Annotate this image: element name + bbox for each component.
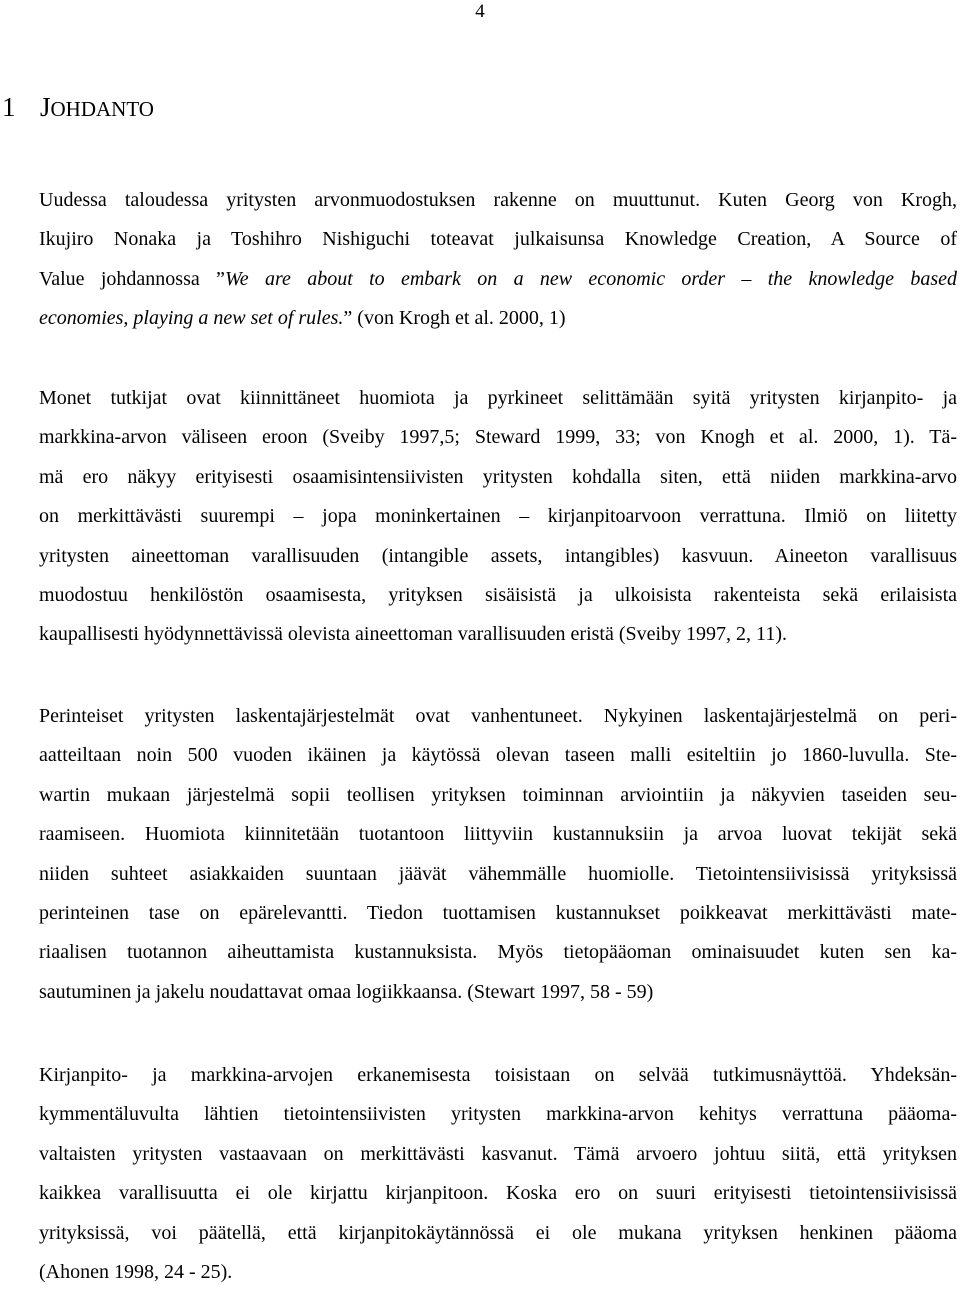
text-line xyxy=(39,1095,957,1134)
chapter-title-rest: OHDANTO xyxy=(50,97,154,121)
text-segment: niiden suhteet asiakkaiden suuntaan jäävät vähemmälle huomiolle. Tietointensiivisissä yrityksissä xyxy=(39,862,957,885)
text-segment: sautuminen ja jakelu noudattavat omaa logiikkaansa. (Stewart 1997, 58 - 59) xyxy=(39,980,654,1003)
text-segment: ” (von Krogh et al. 2000, 1) xyxy=(343,307,566,330)
text-segment: valtaisten yritysten vastaavaan on merkittävästi kasvanut. Tämä arvoero johtuu siitä, että yrityksen xyxy=(39,1142,957,1165)
text-line xyxy=(39,1253,957,1292)
text-line xyxy=(39,299,957,338)
text-line xyxy=(39,260,957,299)
italic-quote-text: We are about to embark on a new economic order – the knowledge based xyxy=(224,267,957,290)
text-segment: wartin mukaan järjestelmä sopii teollisen yrityksen toiminnan arviointiin ja näkyvien taseiden seu- xyxy=(39,783,957,806)
text-line xyxy=(39,855,957,894)
text-segment: Value johdannossa ” xyxy=(39,267,225,290)
text-line xyxy=(39,776,957,815)
text-segment: kaupallisesti hyödynnettävissä olevista aineettoman varallisuuden eristä (Sveiby 1997, 2, 11). xyxy=(39,623,787,646)
text-segment: Monet tutkijat ovat kiinnittäneet huomiota ja pyrkineet selittämään syitä yritysten kirjanpito- ja xyxy=(39,387,957,409)
text-segment: Kirjanpito- ja markkina-arvojen erkanemisesta toisistaan on selvää tutkimusnäyttöä. Yhdeksän- xyxy=(39,1064,957,1086)
text-line xyxy=(39,497,957,536)
chapter-title-initial: J xyxy=(40,92,51,122)
text-line xyxy=(39,1174,957,1213)
text-line xyxy=(39,379,957,418)
text-segment: yrityksissä, voi päätellä, että kirjanpitokäytännössä ei ole mukana yrityksen henkinen pääoma xyxy=(39,1221,957,1244)
text-segment: mä ero näkyy erityisesti osaamisintensiivisten yritysten kohdalla siten, että niiden markkina-arvo xyxy=(39,465,957,488)
text-line xyxy=(39,1056,957,1095)
text-segment: raamiseen. Huomiota kiinnitetään tuotantoon liittyviin kustannuksiin ja arvoa luovat tekijät sekä xyxy=(39,823,957,846)
text-segment: aatteiltaan noin 500 vuoden ikäinen ja käytössä olevan taseen malli esiteltiin jo 1860-luvulla. Ste- xyxy=(39,744,957,767)
page-number: 4 xyxy=(475,1,485,22)
text-segment: markkina-arvon väliseen eroon (Sveiby 1997,5; Steward 1999, 33; von Knogh et al. 2000, 1). Tä- xyxy=(39,426,957,449)
text-segment: muodostuu henkilöstön osaamisesta, yrityksen sisäisistä ja ulkoisista rakenteista sekä erilaisista xyxy=(39,583,957,606)
text-line xyxy=(39,815,957,854)
text-segment: perinteinen tase on epärelevantti. Tiedon tuottamisen kustannukset poikkeavat merkittävästi mate- xyxy=(39,901,957,924)
text-segment: Uudessa taloudessa yritysten arvonmuodostuksen rakenne on muuttunut. Kuten Georg von Krogh, xyxy=(39,189,957,211)
paragraph-intro xyxy=(39,181,957,339)
text-line xyxy=(39,576,957,615)
text-line xyxy=(39,220,957,259)
italic-quote-text: economies, playing a new set of rules. xyxy=(39,307,344,330)
paragraph-value-gap xyxy=(39,1056,957,1292)
text-segment: riaalisen tuotannon aiheuttamista kustannuksista. Myös tietopääoman ominaisuudet kuten sen ka- xyxy=(39,941,957,964)
text-segment: Perinteiset yritysten laskentajärjestelmät ovat vanhentuneet. Nykyinen laskentajärjestelmä on peri- xyxy=(39,705,957,727)
text-line xyxy=(39,615,957,654)
text-line xyxy=(39,418,957,457)
chapter-heading xyxy=(2,90,154,126)
text-line xyxy=(39,181,957,220)
paragraph-accounting-systems xyxy=(39,697,957,1012)
text-segment: Ikujiro Nonaka ja Toshihro Nishiguchi toteavat julkaisunsa Knowledge Creation, A Source of xyxy=(39,228,957,251)
text-segment: kaikkea varallisuutta ei ole kirjattu kirjanpitoon. Koska ero on suuri erityisesti tietointensiivisissä xyxy=(39,1182,957,1205)
text-line xyxy=(39,697,957,736)
text-line xyxy=(39,537,957,576)
text-line xyxy=(39,1135,957,1174)
text-segment: yritysten aineettoman varallisuuden (intangible assets, intangibles) kasvuun. Aineeton varallisuus xyxy=(39,544,957,567)
text-line xyxy=(39,458,957,497)
paragraph-market-value xyxy=(39,379,957,655)
text-segment: (Ahonen 1998, 24 - 25). xyxy=(39,1260,233,1283)
text-line xyxy=(39,973,957,1012)
text-line xyxy=(39,894,957,933)
chapter-number: 1 xyxy=(2,92,16,122)
text-line xyxy=(39,1214,957,1253)
text-line xyxy=(39,736,957,775)
text-line xyxy=(39,933,957,972)
text-segment: kymmentäluvulta lähtien tietointensiivisten yritysten markkina-arvon kehitys verrattuna pääoma- xyxy=(39,1103,957,1126)
text-segment: on merkittävästi suurempi – jopa moninkertainen – kirjanpitoarvoon verrattuna. Ilmiö on liitetty xyxy=(39,505,957,528)
